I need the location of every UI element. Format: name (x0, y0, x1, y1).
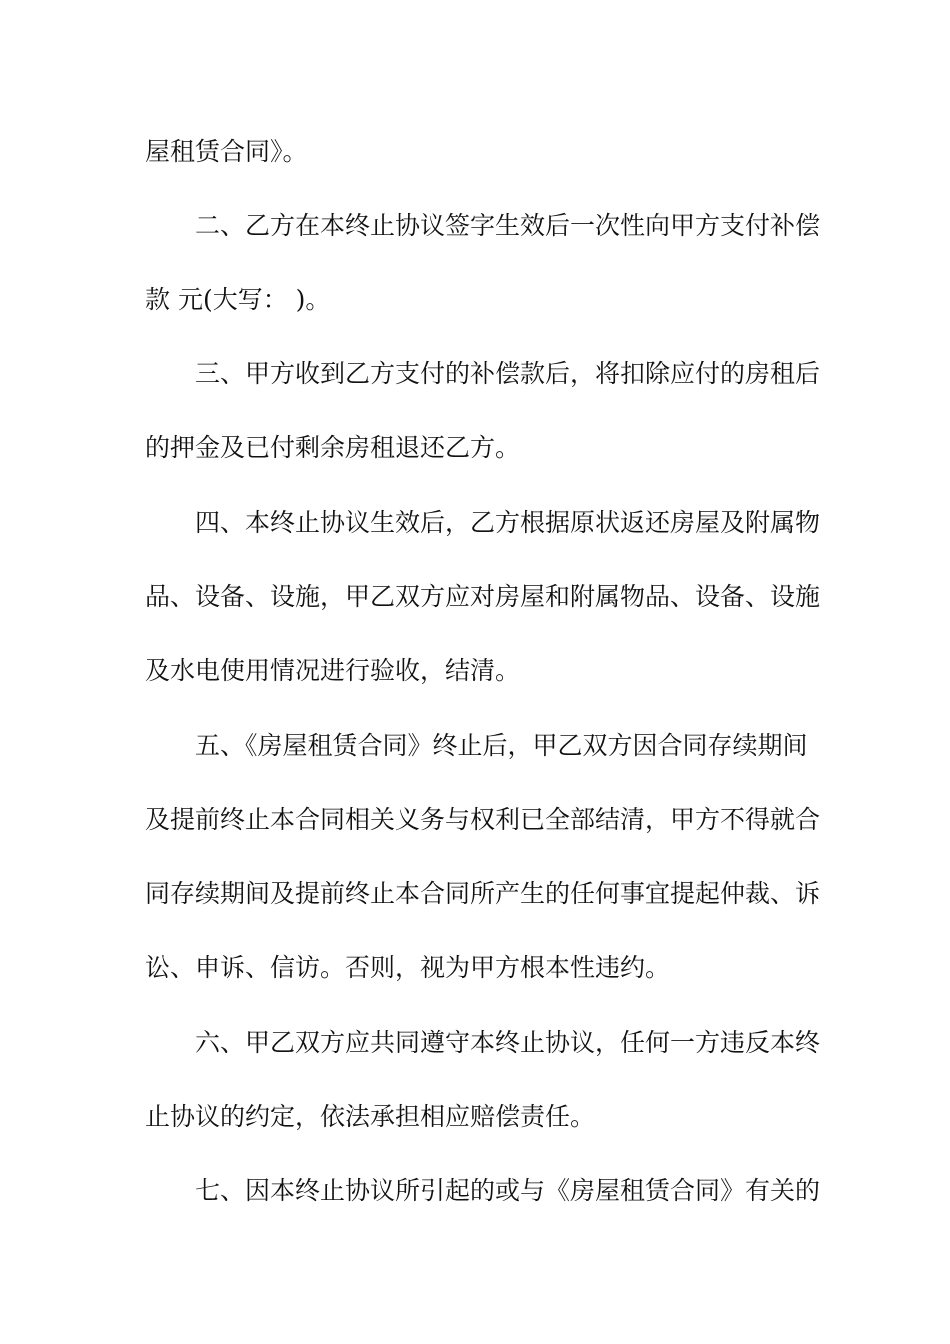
clause-3-line: 三、甲方收到乙方支付的补偿款后，将扣除应付的房租后 (195, 359, 821, 388)
text-line: 同存续期间及提前终止本合同所产生的任何事宜提起仲裁、诉 (145, 879, 821, 908)
clause-5-line: 五、《房屋租赁合同》终止后，甲乙双方因合同存续期间 (195, 731, 808, 760)
text-line: 款 元(大写： )。 (145, 285, 331, 314)
clause-4-line: 四、本终止协议生效后，乙方根据原状返还房屋及附属物 (195, 508, 821, 537)
clause-6-line: 六、甲乙双方应共同遵守本终止协议，任何一方违反本终 (195, 1028, 821, 1057)
text-line: 的押金及已付剩余房租退还乙方。 (145, 433, 521, 462)
text-line: 及水电使用情况进行验收，结清。 (145, 656, 521, 685)
clause-7-line: 七、因本终止协议所引起的或与《房屋租赁合同》有关的 (195, 1176, 821, 1205)
text-line: 讼、申诉、信访。否则，视为甲方根本性违约。 (145, 953, 671, 982)
text-line: 品、设备、设施，甲乙双方应对房屋和附属物品、设备、设施 (145, 582, 821, 611)
text-line: 止协议的约定，依法承担相应赔偿责任。 (145, 1102, 596, 1131)
text-line: 屋租赁合同》。 (145, 137, 308, 166)
text-line: 及提前终止本合同相关义务与权利已全部结清，甲方不得就合 (145, 805, 821, 834)
clause-2-line: 二、乙方在本终止协议签字生效后一次性向甲方支付补偿 (195, 211, 821, 240)
